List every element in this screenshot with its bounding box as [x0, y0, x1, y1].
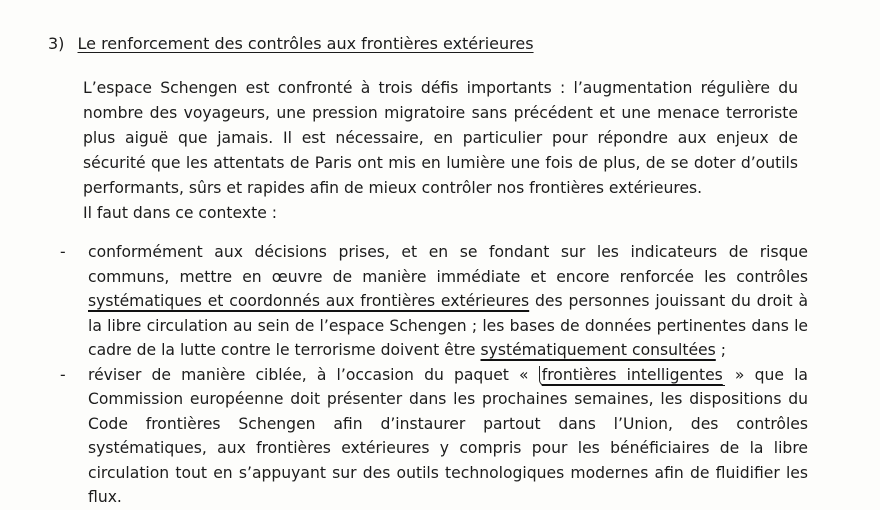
intro-lead: Il faut dans ce contexte :: [83, 204, 278, 222]
item-text: ;: [715, 341, 726, 359]
list-item: [48, 363, 808, 510]
item-text: » que la Commission européenne doit présenter dans les prochaines semaines, les dispositions du Code frontières Schengen afin d’instaurer partout dans l’Union, des contrôles systématiques, aux frontières extérieures y compris pour les bénéficiaires de la libre circulation tout en s’appuyant sur des outils technologiques modernes afin de fluidifier les flux.: [88, 365, 808, 506]
intro-paragraph: [83, 76, 798, 226]
handwritten-underline: frontières intelligentes: [539, 366, 725, 386]
list-dash: -: [60, 243, 66, 261]
handwritten-underline: systématiquement consultées: [480, 341, 716, 359]
list-dash: -: [60, 365, 66, 384]
measures-list: [48, 240, 808, 510]
item-text: réviser de manière ciblée, à l’occasion du paquet «: [88, 365, 539, 384]
handwritten-underline: systématiques et coordonnés aux frontières extérieures: [88, 292, 530, 310]
item-text: conformément aux décisions prises, et en se fondant sur les indicateurs de risque communs, mettre en œuvre de manière immédiate et encore renforcée les contrôles: [88, 243, 808, 286]
section-title: Le renforcement des contrôles aux frontières extérieures: [77, 34, 534, 53]
intro-text: L’espace Schengen est confronté à trois défis importants : l’augmentation régulière du nombre des voyageurs, une pression migratoire sans précédent et une menace terroriste plus aiguë que jamais. Il est nécessaire, en particulier pour répondre aux enjeux de sécurité que les attentats de Paris ont mis en lumière une fois de plus, de se doter d’outils performants, sûrs et rapides afin de mieux contrôler nos frontières extérieures.: [83, 79, 798, 197]
item-text: des personnes jouissant du droit à la libre circulation au sein de l’espace Schengen ; les bases de données pertinentes dans le cadre de la lutte contre le terrorisme doivent être: [88, 292, 809, 359]
section-number: 3): [48, 34, 65, 53]
list-item: [48, 240, 808, 363]
section-heading: [48, 34, 534, 53]
